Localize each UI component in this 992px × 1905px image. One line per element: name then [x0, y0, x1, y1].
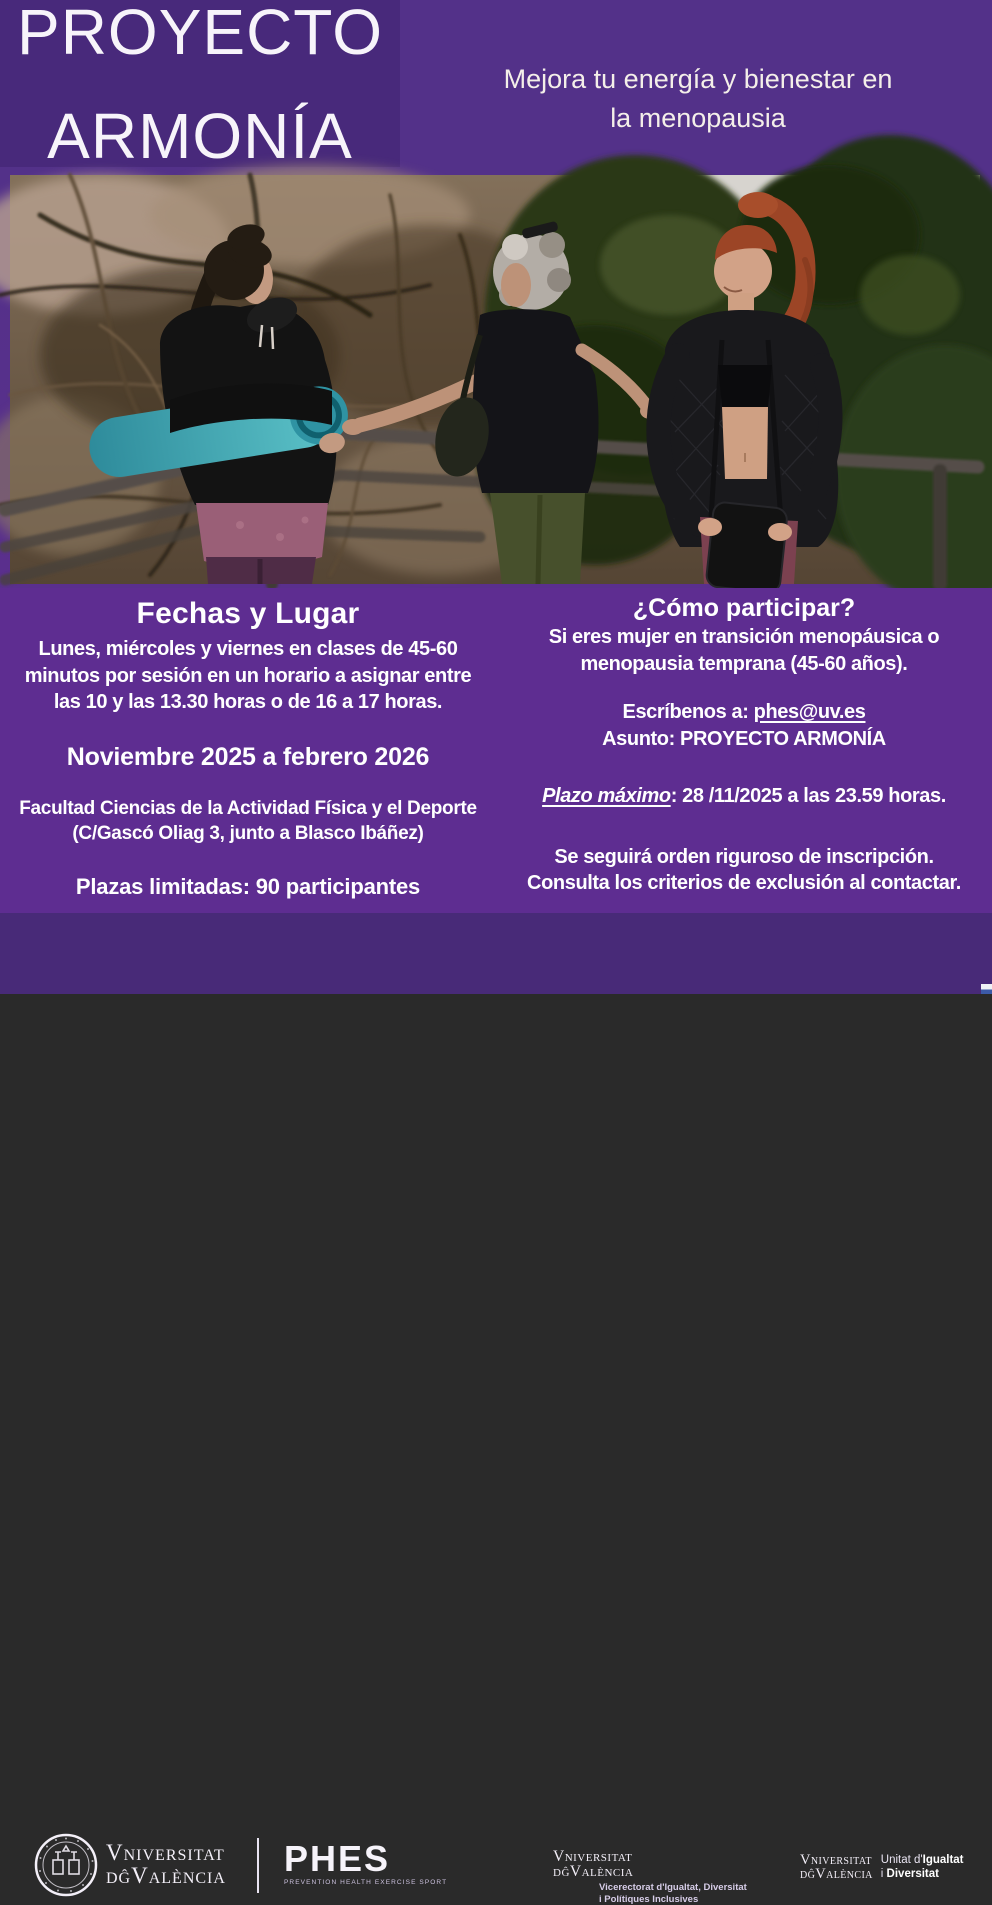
schedule-line1: Lunes, miércoles y viernes en clases de 45-60 [0, 636, 496, 663]
tagline-line2: la menopausia [418, 99, 978, 138]
vicerectorat-caption [599, 1882, 747, 1905]
uv-wordmark-unitat [800, 1853, 873, 1881]
contact-line [496, 699, 992, 726]
deadline-label: Plazo máximo [542, 785, 671, 807]
uv-wordmark-line2: dĝValència [106, 1864, 226, 1887]
fechas-heading: Fechas y Lugar [0, 594, 496, 634]
photo-three-women-walking [10, 175, 980, 584]
dates-range: Noviembre 2025 a febrero 2026 [0, 743, 496, 771]
phes-logo [284, 1841, 447, 1886]
eligibility-line2: menopausia temprana (45-60 años). [496, 651, 992, 678]
schedule-line3: las 10 y las 13.30 horas o de 16 a 17 horas. [0, 689, 496, 716]
vicerectorat-line1: Vicerectorat d'Igualtat, Diversitat [599, 1882, 747, 1894]
uv-vice-line2: dĝValència [553, 1864, 747, 1879]
unitat-pre1: Unitat d' [881, 1854, 923, 1866]
unitat-bold1: Igualtat [923, 1854, 964, 1866]
unitat-bold2: Diversitat [887, 1868, 939, 1880]
subject-line: Asunto: PROYECTO ARMONÍA [496, 726, 992, 753]
tagline [418, 60, 978, 138]
uv-unitat-line1: Vniversitat [800, 1853, 873, 1867]
phes-caption: PREVENTION HEALTH EXERCISE SPORT [284, 1879, 447, 1886]
participar-heading: ¿Cómo participar? [496, 593, 992, 624]
title-box [0, 0, 400, 167]
unitat-caption [881, 1853, 964, 1881]
uv-unitat-logo [800, 1853, 964, 1881]
order-line1: Se seguirá orden riguroso de inscripción. [496, 844, 992, 871]
photo-band [0, 172, 992, 588]
uv-vice-line1: Vniversitat [553, 1849, 747, 1864]
uv-unitat-line2: dĝValència [800, 1867, 873, 1881]
uv-vicerectorat-logo [553, 1849, 747, 1905]
uv-seal-icon [33, 1832, 99, 1898]
schedule-line2: minutos por sesión en un horario a asignar entre [0, 663, 496, 690]
deadline-value: : 28 /11/2025 a las 23.59 horas. [671, 785, 946, 807]
tagline-line1: Mejora tu energía y bienestar en [418, 60, 978, 99]
sports-bra [718, 365, 772, 414]
contact-label: Escríbenos a: [623, 701, 754, 723]
eligibility-line1: Si eres mujer en transición menopáusica o [496, 624, 992, 651]
section-fechas-lugar [0, 588, 496, 913]
black-yoga-mat [705, 501, 787, 593]
footer [0, 913, 992, 994]
uv-wordmark-line1: Vniversitat [106, 1841, 226, 1864]
footer-divider [257, 1838, 259, 1893]
uv-wordmark-vice [553, 1849, 747, 1879]
order-line2: Consulta los criterios de exclusión al contactar. [496, 870, 992, 897]
location-line1: Facultad Ciencias de la Actividad Física y el Deporte [0, 796, 496, 821]
location-line2: (C/Gascó Oliag 3, junto a Blasco Ibáñez) [0, 821, 496, 846]
phes-name: PHES [284, 1841, 447, 1877]
email-link[interactable]: phes@uv.es [754, 701, 866, 723]
capacity-note: Plazas limitadas: 90 participantes [0, 873, 496, 901]
vicerectorat-line2: i Polítiques Inclusives [599, 1894, 747, 1905]
page-edge-artifact [981, 984, 992, 994]
info-section [0, 588, 992, 913]
section-como-participar [496, 588, 992, 913]
deadline-line [496, 783, 992, 810]
poster-title-line1: PROYECTO [17, 0, 383, 64]
poster-title-line2: ARMONÍA [47, 104, 353, 168]
unitat-pre2: i [881, 1868, 887, 1880]
uv-wordmark-main [106, 1841, 226, 1887]
